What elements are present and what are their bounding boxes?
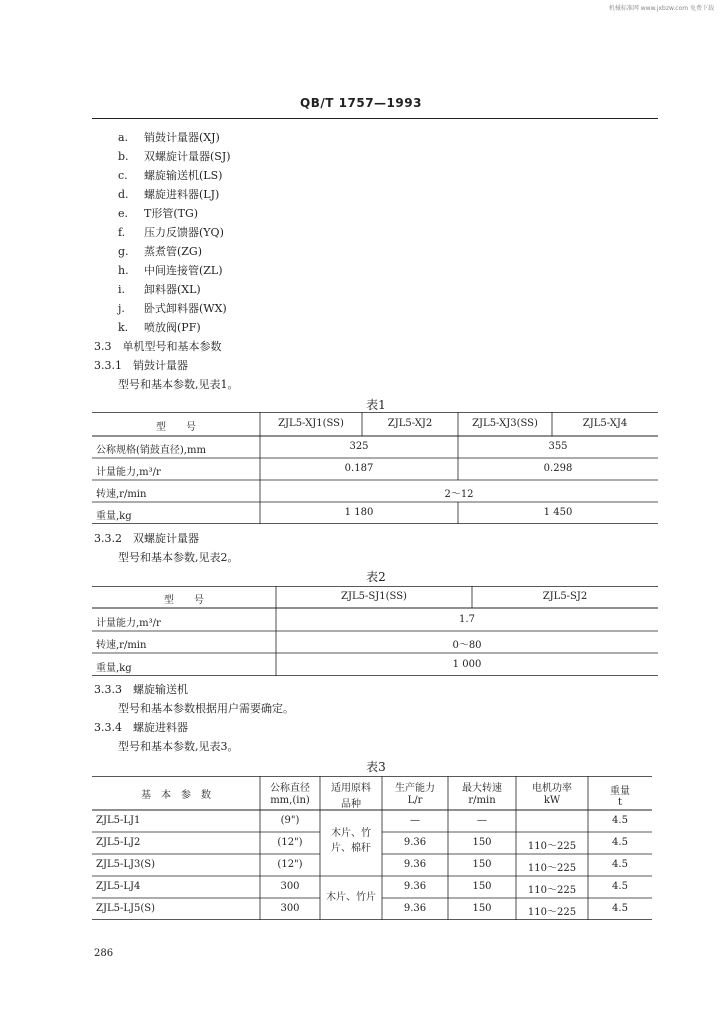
table3-cell: (9") <box>280 815 300 826</box>
list-text: 压力反馈器(YQ) <box>144 226 224 239</box>
list-mark: f. <box>118 226 126 239</box>
table3-header-material-type: 品种 <box>341 799 361 810</box>
list-mark: a. <box>118 131 129 144</box>
list-text: 卸料器(XL) <box>144 283 201 296</box>
table1-cell: 355 <box>548 441 568 452</box>
list-text: 螺旋输送机(LS) <box>144 169 223 182</box>
list-text: 喷放阀(PF) <box>144 321 201 334</box>
table3-cell: 150 <box>472 881 492 892</box>
table3-header-diameter: 公称直径 <box>270 783 310 794</box>
table1-caption: 表1 <box>366 398 386 412</box>
table3-cell: 4.5 <box>612 815 628 826</box>
table3-header-power: 电机功率 <box>532 783 572 794</box>
section-3-3-2-text: 型号和基本参数,见表2。 <box>118 551 239 564</box>
table2-cell: 1.7 <box>459 614 475 625</box>
list-mark: d. <box>118 188 129 201</box>
table3-cell: 4.5 <box>612 903 628 914</box>
table3-cell: 9.36 <box>403 837 427 848</box>
table1-row-label: 计量能力,m³/r <box>96 467 161 478</box>
list-text: 螺旋进料器(LJ) <box>144 188 220 201</box>
table1-row-label: 转速,r/min <box>96 489 147 500</box>
list-text: 销鼓计量器(XJ) <box>144 131 220 144</box>
list-item <box>118 128 231 147</box>
table1-cell: 0.187 <box>344 463 374 474</box>
table3-cell: 4.5 <box>612 881 628 892</box>
list-item <box>118 147 231 166</box>
table3-model-cell: ZJL5-LJ3(S) <box>96 859 156 870</box>
table3-cell: 110～225 <box>527 907 577 918</box>
table3-cell: 150 <box>472 903 492 914</box>
list-mark: i. <box>118 283 126 296</box>
list-item <box>118 223 231 242</box>
table3-cell: 300 <box>280 881 300 892</box>
section-3-3-4-heading: 3.3.4 螺旋进料器 <box>94 721 188 734</box>
table3-caption: 表3 <box>366 760 386 774</box>
table3-header-capacity-unit: L/r <box>407 795 423 806</box>
list-item <box>118 318 231 337</box>
standard-number: QB/T 1757—1993 <box>300 96 422 110</box>
table2 <box>92 586 658 676</box>
table3-cell: 9.36 <box>403 903 427 914</box>
table3-cell: (12") <box>277 837 303 848</box>
table2-cell: 1 000 <box>452 659 482 670</box>
table1-header-xj4: ZJL5-XJ4 <box>582 418 628 429</box>
section-3-3-2-heading: 3.3.2 双螺旋计量器 <box>94 532 199 545</box>
table2-row-label: 转速,r/min <box>96 640 147 651</box>
table3-cell: 110～225 <box>527 863 577 874</box>
list-text: 蒸煮管(ZG) <box>144 245 203 258</box>
header-rule <box>92 118 658 119</box>
list-item <box>118 280 231 299</box>
list-item <box>118 204 231 223</box>
list-text: T形管(TG) <box>144 207 199 220</box>
list-mark: k. <box>118 321 129 334</box>
table3-header-power-unit: kW <box>543 795 561 806</box>
table3-model-cell: ZJL5-LJ2 <box>96 837 141 848</box>
table3-cell: (12") <box>277 859 303 870</box>
list-item <box>118 166 231 185</box>
table1-header-xj3: ZJL5-XJ3(SS) <box>472 418 538 429</box>
table3-header-weight-unit: t <box>617 797 623 808</box>
table1-cell: 2～12 <box>444 489 474 500</box>
list-item <box>118 185 231 204</box>
table3-cell: 4.5 <box>612 859 628 870</box>
table3-cell: 4.5 <box>612 837 628 848</box>
table3-header-material: 适用原料 <box>331 783 371 794</box>
section-3-3-4-text: 型号和基本参数,见表3。 <box>118 740 239 753</box>
table1-cell: 325 <box>349 441 369 452</box>
table3-material-group: 木片、竹片、棉秆 <box>331 828 371 854</box>
list-item <box>118 242 231 261</box>
table3-header-params: 基 本 参 数 <box>141 790 211 801</box>
table2-row-label: 重量,kg <box>96 663 132 674</box>
table1 <box>92 412 658 524</box>
list-item <box>118 299 231 318</box>
table3-cell: — <box>410 815 420 826</box>
table1-header-model: 型 号 <box>156 422 196 433</box>
page-number: 286 <box>94 948 114 959</box>
table3-header-speed: 最大转速 <box>462 783 502 794</box>
section-3-3-1-text: 型号和基本参数,见表1。 <box>118 378 239 391</box>
table1-header-xj2: ZJL5-XJ2 <box>387 418 433 429</box>
table1-row-label: 公称规格(销鼓直径),mm <box>96 445 206 456</box>
table1-cell: 1 180 <box>344 507 374 518</box>
table1-cell: 0.298 <box>543 463 573 474</box>
list-mark: j. <box>118 302 125 315</box>
table3-cell: 110～225 <box>527 885 577 896</box>
watermark: 机械标准网 www.jxbzw.com 免费下载 <box>608 5 714 12</box>
table3-material-group: 木片、竹片 <box>326 892 376 903</box>
section-3-3-3-heading: 3.3.3 螺旋输送机 <box>94 683 188 696</box>
table3-header-speed-unit: r/min <box>468 795 496 806</box>
table3-cell: 9.36 <box>403 859 427 870</box>
table3-model-cell: ZJL5-LJ1 <box>96 815 141 826</box>
table2-header-model: 型 号 <box>164 595 204 606</box>
component-list <box>118 128 231 337</box>
table3 <box>92 776 652 920</box>
list-mark: h. <box>118 264 129 277</box>
table3-cell: 110～225 <box>527 841 577 852</box>
table3-header-diameter-unit: mm,(in) <box>270 795 310 806</box>
table1-header-xj1: ZJL5-XJ1(SS) <box>278 418 344 429</box>
table1-row-label: 重量,kg <box>96 511 132 522</box>
table3-cell: 9.36 <box>403 881 427 892</box>
list-text: 中间连接管(ZL) <box>144 264 223 277</box>
table2-caption: 表2 <box>366 570 386 584</box>
table2-header-sj1: ZJL5-SJ1(SS) <box>341 591 407 602</box>
table3-cell: 300 <box>280 903 300 914</box>
list-mark: c. <box>118 169 128 182</box>
table3-cell: — <box>477 815 487 826</box>
list-item <box>118 261 231 280</box>
table2-header-sj2: ZJL5-SJ2 <box>542 591 588 602</box>
table3-header-weight: 重量 <box>610 786 630 797</box>
table3-cell: 150 <box>472 859 492 870</box>
table1-cell: 1 450 <box>543 507 573 518</box>
section-3-3-1-heading: 3.3.1 销鼓计量器 <box>94 359 188 372</box>
list-mark: g. <box>118 245 129 258</box>
list-mark: b. <box>118 150 129 163</box>
table3-model-cell: ZJL5-LJ5(S) <box>96 903 156 914</box>
section-3-3-3-text: 型号和基本参数根据用户需要确定。 <box>118 702 294 715</box>
list-mark: e. <box>118 207 129 220</box>
table2-cell: 0～80 <box>452 640 482 651</box>
table3-model-cell: ZJL5-LJ4 <box>96 881 141 892</box>
list-text: 双螺旋计量器(SJ) <box>144 150 231 163</box>
list-text: 卧式卸料器(WX) <box>144 302 227 315</box>
table3-cell: 150 <box>472 837 492 848</box>
table3-header-capacity: 生产能力 <box>395 783 435 794</box>
table2-row-label: 计量能力,m³/r <box>96 618 161 629</box>
section-3-3-heading: 3.3 单机型号和基本参数 <box>94 340 222 353</box>
